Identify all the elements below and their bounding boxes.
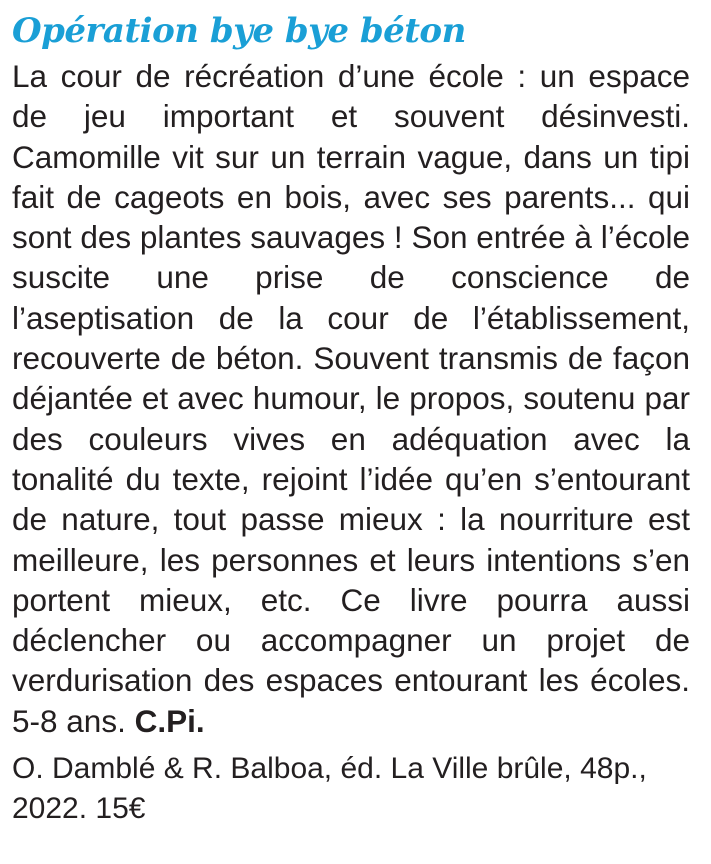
- review-body: [12, 56, 690, 741]
- review-title: Opération bye bye béton: [12, 11, 466, 51]
- reviewer-signature: C.Pi.: [134, 702, 205, 739]
- book-credits: O. Damblé & R. Balboa, éd. La Ville brûle, 48p., 2022. 15€: [12, 752, 647, 826]
- book-review: [12, 0, 690, 829]
- review-body-text: La cour de récréation d’une école : un espace de jeu important et souvent désinvesti. Camomille vit sur un terrain vague, dans un tipi fait de cageots en bois, avec ses parents... qui sont des plantes sauvages ! Son entrée à l’école suscite une prise de conscience de l’aseptisation de la cour de l’établissement, recouverte de béton. Souvent transmis de façon déjantée et avec humour, le propos, soutenu par des couleurs vives en adéquation avec la tonalité du texte, rejoint l’idée qu’en s’entourant de nature, tout passe mieux : la nourriture est meilleure, les personnes et leurs intentions s’en portent mieux, etc. Ce livre pourra aussi déclencher ou accompagner un projet de verdurisation des espaces entourant les écoles. 5-8 ans.: [12, 58, 690, 739]
